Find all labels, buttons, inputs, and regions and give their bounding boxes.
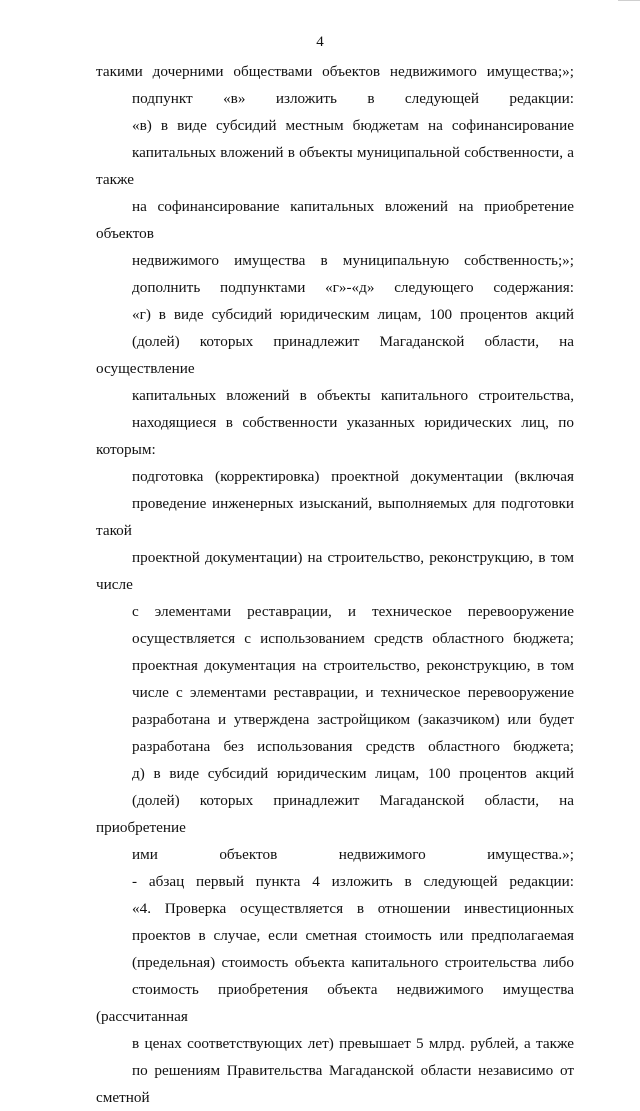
text-line: «г) в виде субсидий юридическим лицам, 100 процентов акций [132,306,574,323]
paragraph [96,652,574,760]
text-line: «4. Проверка осуществляется в отношении инвестиционных [132,900,574,917]
text-line: (предельная) стоимость объекта капитального строительства либо [132,954,574,971]
text-line: дополнить подпунктами «г»-«д» следующего содержания: [132,279,574,296]
text-line: подготовка (корректировка) проектной документации (включая [132,468,574,485]
paragraph [96,895,574,1111]
text-line: ими объектов недвижимого имущества.»; [132,846,574,863]
text-line: проведение инженерных изысканий, выполняемых для подготовки такой [96,495,574,539]
text-line: «в) в виде субсидий местным бюджетам на софинансирование [132,117,574,134]
text-line: капитальных вложений в объекты муниципальной собственности, а также [96,144,574,188]
text-line: стоимость приобретения объекта недвижимого имущества (рассчитанная [96,981,574,1025]
text-line: с элементами реставрации, и техническое перевооружение [132,603,574,620]
page-number: 4 [316,34,324,50]
text-line: (долей) которых принадлежит Магаданской области, на приобретение [96,792,574,836]
text-line: проектов в случае, если сметная стоимость или предполагаемая [132,927,574,944]
text-line: д) в виде субсидий юридическим лицам, 100 процентов акций [132,765,574,782]
document-body [96,58,574,1111]
text-line: числе с элементами реставрации, и техническое перевооружение [132,684,574,701]
paragraph [96,274,574,301]
text-line: капитальных вложений в объекты капитального строительства, [132,387,574,404]
text-line: недвижимого имущества в муниципальную собственность;»; [132,252,574,269]
text-line: по решениям Правительства Магаданской области независимо от сметной [96,1062,574,1106]
text-line: такими дочерними обществами объектов недвижимого имущества;»; [96,63,574,80]
text-line: разработана и утверждена застройщиком (заказчиком) или будет [132,711,574,728]
scan-corner-mark [618,0,640,7]
text-line: подпункт «в» изложить в следующей редакции: [132,90,574,107]
text-line: на софинансирование капитальных вложений на приобретение объектов [96,198,574,242]
paragraph [96,112,574,274]
paragraph [96,760,574,868]
text-line: находящиеся в собственности указанных юридических лиц, по которым: [96,414,574,458]
text-line: осуществляется с использованием средств областного бюджета; [132,630,574,647]
paragraph [96,301,574,463]
paragraph [96,463,574,652]
paragraph [96,868,574,895]
paragraph [96,58,574,85]
paragraph [96,85,574,112]
text-line: разработана без использования средств областного бюджета; [132,738,574,755]
text-line: в ценах соответствующих лет) превышает 5 млрд. рублей, а также [132,1035,574,1052]
text-line: (долей) которых принадлежит Магаданской области, на осуществление [96,333,574,377]
text-line: - абзац первый пункта 4 изложить в следующей редакции: [132,873,574,890]
text-line: проектная документация на строительство, реконструкцию, в том [132,657,574,674]
text-line: проектной документации) на строительство, реконструкцию, в том числе [96,549,574,593]
